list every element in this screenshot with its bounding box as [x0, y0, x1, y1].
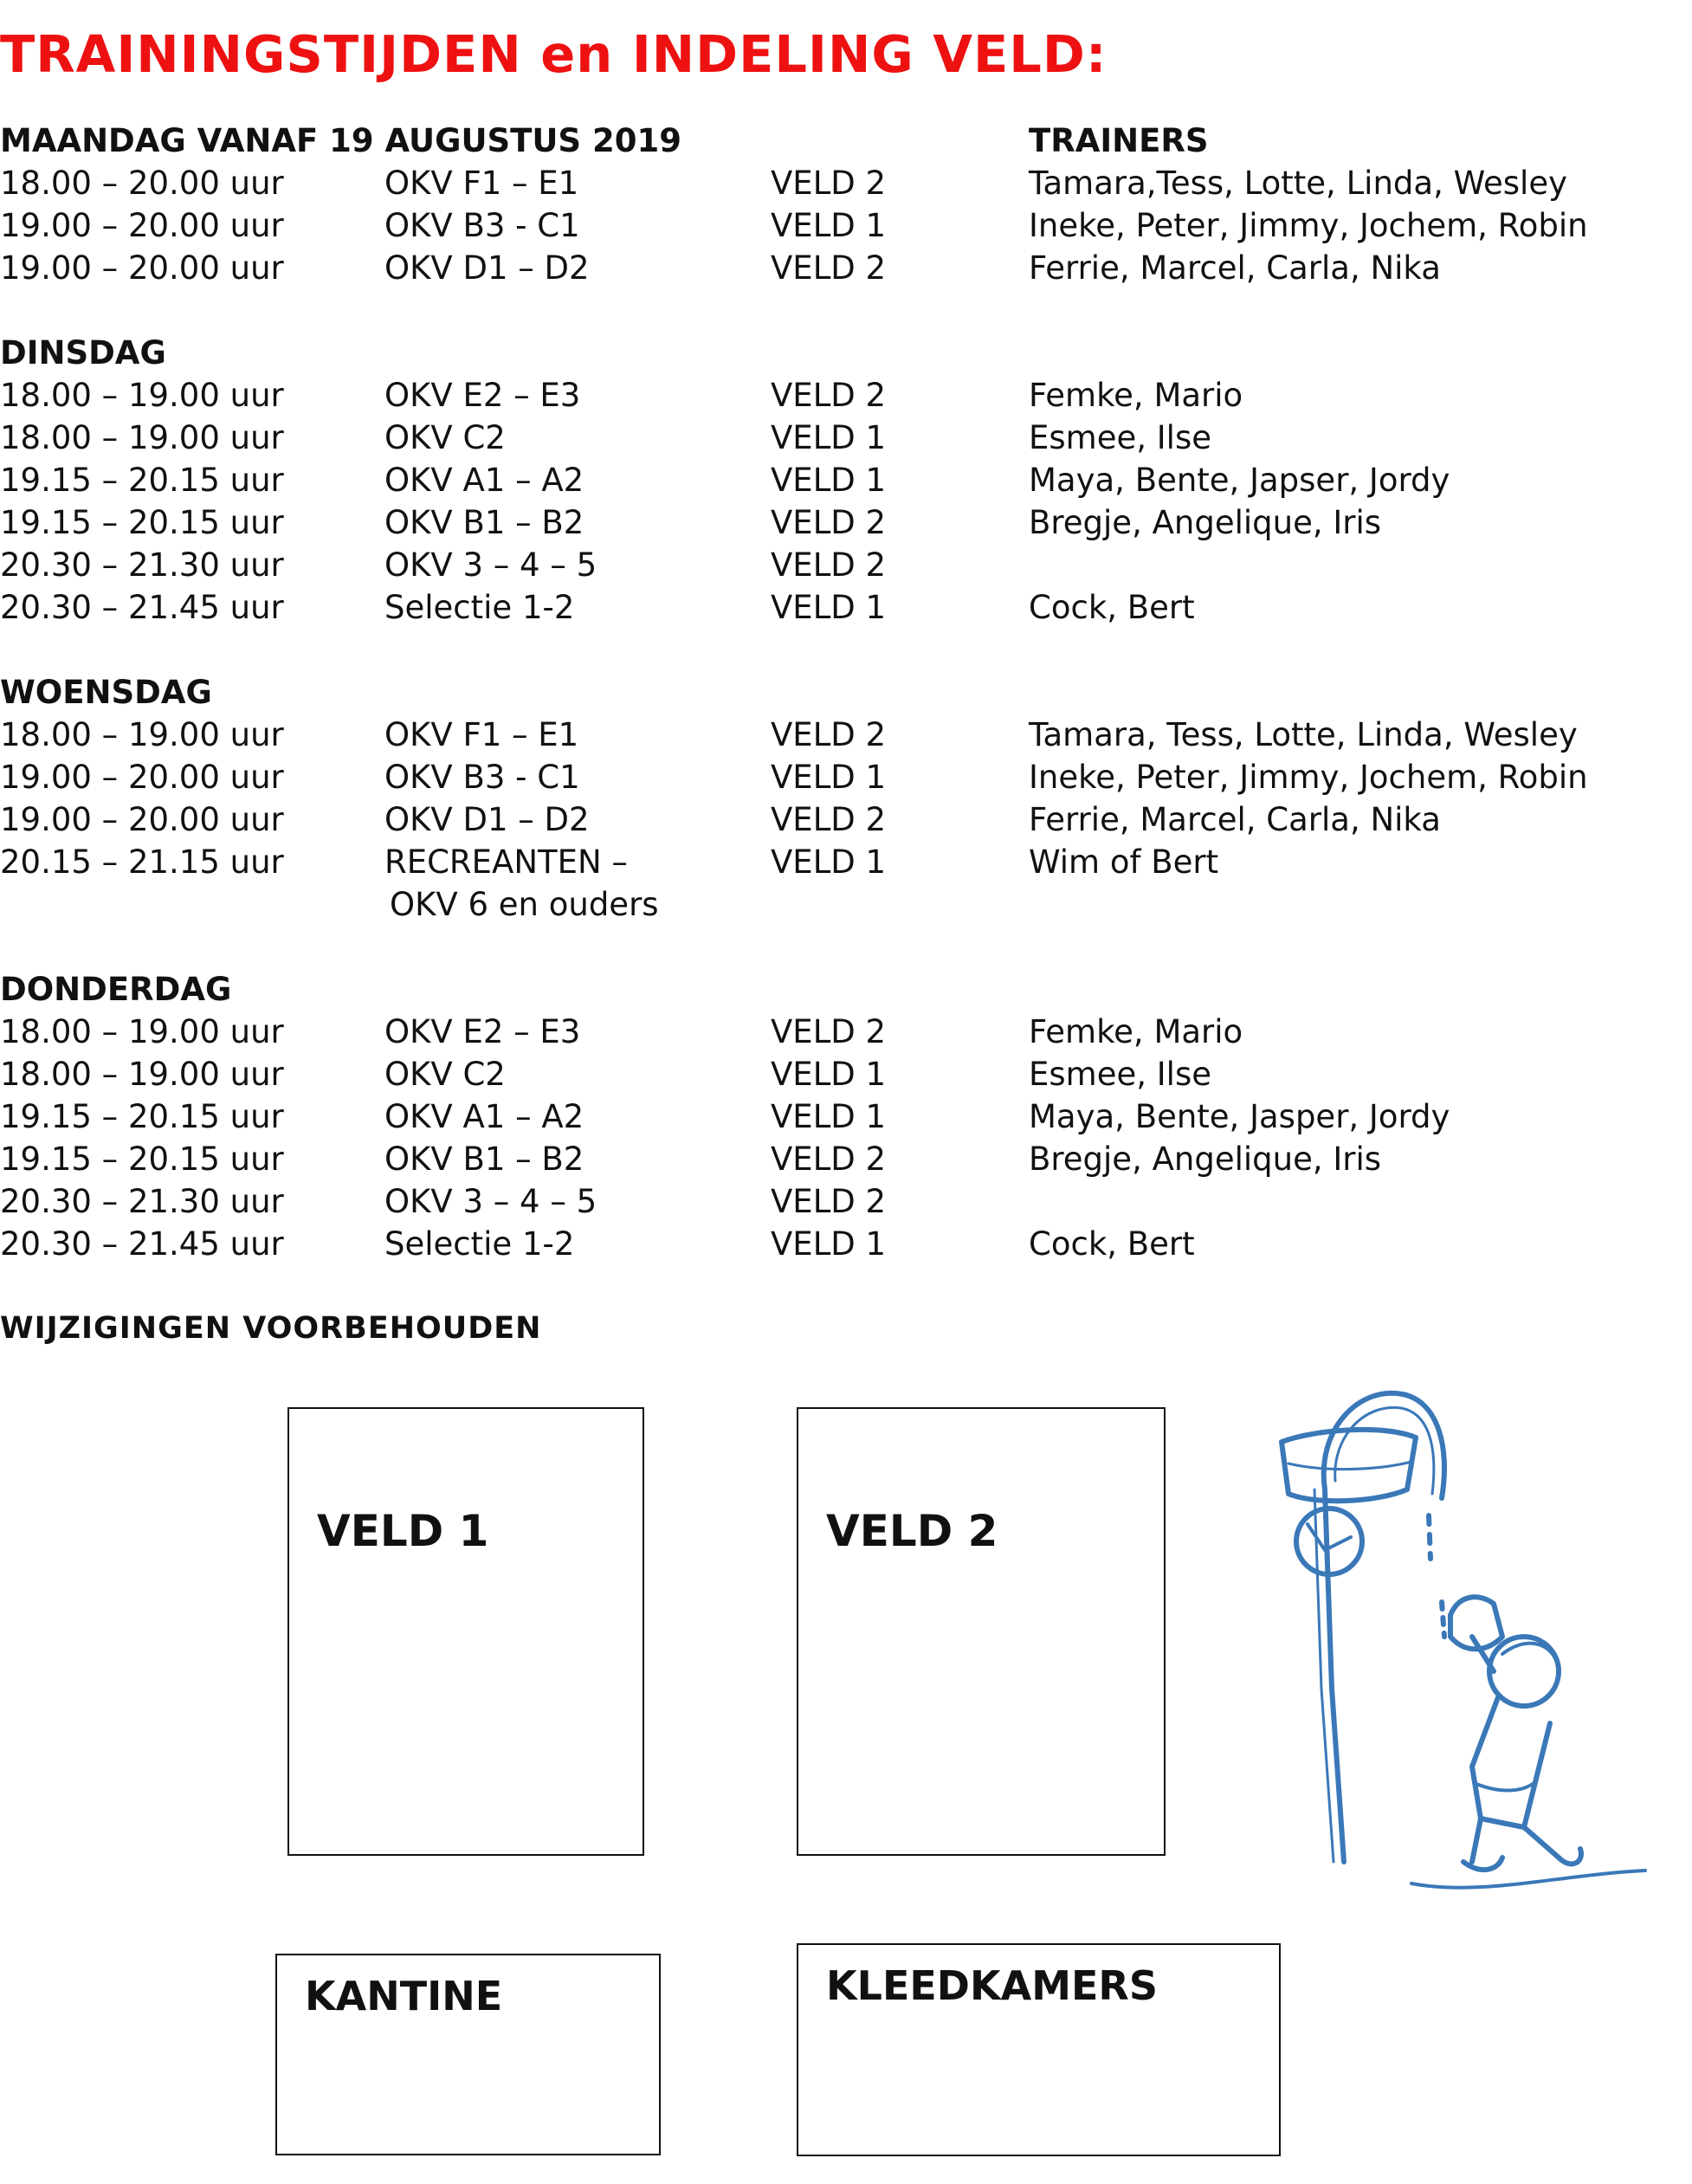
- schedule-row: [0, 162, 1692, 204]
- maandag-header: [0, 120, 1692, 162]
- schedule-row: [0, 586, 1692, 629]
- veld2-box: [797, 1407, 1166, 1856]
- row-veld: VELD 2: [771, 377, 887, 414]
- row-trainers: Femke, Mario: [1029, 1013, 1243, 1050]
- row-veld: VELD 2: [771, 165, 887, 202]
- row-team: OKV B1 – B2: [384, 1140, 584, 1178]
- row-veld: VELD 2: [771, 801, 887, 838]
- schedule-row: [0, 714, 1692, 756]
- row-trainers: Bregje, Angelique, Iris: [1029, 1140, 1382, 1178]
- row-team-continuation: OKV 6 en ouders: [390, 886, 659, 923]
- row-trainers: Ferrie, Marcel, Carla, Nika: [1029, 249, 1441, 287]
- schedule-row: [0, 756, 1692, 798]
- row-time: 19.15 – 20.15 uur: [0, 1098, 284, 1135]
- row-time: 19.00 – 20.00 uur: [0, 249, 284, 287]
- schedule-row: [0, 544, 1692, 586]
- row-team: RECREANTEN –: [384, 843, 628, 881]
- row-time: 20.30 – 21.30 uur: [0, 546, 284, 584]
- row-time: 18.00 – 19.00 uur: [0, 1013, 284, 1050]
- row-trainers: Femke, Mario: [1029, 377, 1243, 414]
- row-trainers: Ineke, Peter, Jimmy, Jochem, Robin: [1029, 759, 1588, 796]
- row-team: OKV E2 – E3: [384, 377, 581, 414]
- day-heading-dinsdag: DINSDAG: [0, 334, 166, 372]
- row-trainers: Esmee, Ilse: [1029, 1056, 1211, 1093]
- schedule-row: [0, 374, 1692, 417]
- row-veld: VELD 2: [771, 249, 887, 287]
- ground-line: [1411, 1871, 1645, 1888]
- row-team: OKV C2: [384, 1056, 506, 1093]
- korfball-player-illustration: [1264, 1377, 1663, 1905]
- row-time: 19.00 – 20.00 uur: [0, 759, 284, 796]
- row-team: Selectie 1-2: [384, 1225, 575, 1263]
- schedule-row: [0, 501, 1692, 544]
- row-veld: VELD 1: [771, 1056, 887, 1093]
- row-trainers: Maya, Bente, Japser, Jordy: [1029, 462, 1450, 499]
- row-time: 19.15 – 20.15 uur: [0, 462, 284, 499]
- row-veld: VELD 1: [771, 759, 887, 796]
- row-time: 18.00 – 19.00 uur: [0, 419, 284, 456]
- veld2-label: VELD 2: [826, 1506, 998, 1556]
- row-veld: VELD 2: [771, 716, 887, 753]
- row-time: 18.00 – 19.00 uur: [0, 1056, 284, 1093]
- kantine-box: [275, 1954, 661, 2155]
- row-trainers: Tamara, Tess, Lotte, Linda, Wesley: [1029, 716, 1578, 753]
- row-team: OKV D1 – D2: [384, 801, 590, 838]
- veld1-label: VELD 1: [317, 1506, 489, 1556]
- row-time: 19.15 – 20.15 uur: [0, 1140, 284, 1178]
- row-team: OKV E2 – E3: [384, 1013, 581, 1050]
- row-veld: VELD 1: [771, 1098, 887, 1135]
- row-time: 18.00 – 20.00 uur: [0, 165, 284, 202]
- player-body: [1472, 1697, 1550, 1827]
- row-trainers: Cock, Bert: [1029, 589, 1195, 626]
- row-time: 20.15 – 21.15 uur: [0, 843, 284, 881]
- row-time: 19.00 – 20.00 uur: [0, 207, 284, 244]
- row-trainers: Maya, Bente, Jasper, Jordy: [1029, 1098, 1450, 1135]
- row-time: 18.00 – 19.00 uur: [0, 716, 284, 753]
- row-veld: VELD 1: [771, 419, 887, 456]
- kleedkamers-label: KLEEDKAMERS: [826, 1962, 1158, 2009]
- kantine-label: KANTINE: [305, 1973, 503, 2019]
- row-team: OKV F1 – E1: [384, 716, 579, 753]
- schedule-row-continuation: [0, 883, 1692, 926]
- schedule-row: [0, 841, 1692, 883]
- schedule-row: [0, 247, 1692, 289]
- row-time: 20.30 – 21.45 uur: [0, 589, 284, 626]
- row-veld: VELD 1: [771, 462, 887, 499]
- row-veld: VELD 2: [771, 546, 887, 584]
- row-team: OKV A1 – A2: [384, 1098, 584, 1135]
- row-veld: VELD 1: [771, 589, 887, 626]
- row-time: 20.30 – 21.30 uur: [0, 1183, 284, 1220]
- row-team: OKV A1 – A2: [384, 462, 584, 499]
- row-veld: VELD 1: [771, 843, 887, 881]
- row-team: OKV C2: [384, 419, 506, 456]
- row-veld: VELD 1: [771, 207, 887, 244]
- row-trainers: Cock, Bert: [1029, 1225, 1195, 1263]
- day-heading-woensdag: WOENSDAG: [0, 674, 212, 711]
- schedule-row: [0, 1053, 1692, 1095]
- page-title: TRAININGSTIJDEN en INDELING VELD:: [0, 24, 1108, 84]
- row-team: OKV B3 - C1: [384, 759, 580, 796]
- row-trainers: Bregje, Angelique, Iris: [1029, 504, 1382, 541]
- row-time: 18.00 – 19.00 uur: [0, 377, 284, 414]
- veld1-box: [287, 1407, 644, 1856]
- row-time: 19.15 – 20.15 uur: [0, 504, 284, 541]
- trainers-heading: TRAINERS: [1029, 122, 1209, 159]
- row-veld: VELD 1: [771, 1225, 887, 1263]
- row-team: OKV 3 – 4 – 5: [384, 1183, 597, 1220]
- day-heading-maandag: MAANDAG VANAF 19 AUGUSTUS 2019: [0, 122, 681, 159]
- row-veld: VELD 2: [771, 1013, 887, 1050]
- row-trainers: Ferrie, Marcel, Carla, Nika: [1029, 801, 1441, 838]
- row-trainers: Ineke, Peter, Jimmy, Jochem, Robin: [1029, 207, 1588, 244]
- kleedkamers-box: [797, 1943, 1281, 2156]
- schedule-row: [0, 1095, 1692, 1138]
- row-veld: VELD 2: [771, 504, 887, 541]
- row-trainers: Wim of Bert: [1029, 843, 1219, 881]
- schedule-row: [0, 1138, 1692, 1180]
- schedule-row: [0, 459, 1692, 501]
- schedule-row: [0, 1180, 1692, 1223]
- row-trainers: Esmee, Ilse: [1029, 419, 1211, 456]
- row-veld: VELD 2: [771, 1183, 887, 1220]
- schedule-row: [0, 204, 1692, 247]
- row-team: OKV F1 – E1: [384, 165, 579, 202]
- row-team: Selectie 1-2: [384, 589, 575, 626]
- row-team: OKV B1 – B2: [384, 504, 584, 541]
- schedule-row: [0, 1223, 1692, 1265]
- row-team: OKV B3 - C1: [384, 207, 580, 244]
- row-time: 20.30 – 21.45 uur: [0, 1225, 284, 1263]
- schedule-row: [0, 798, 1692, 841]
- day-heading-donderdag: DONDERDAG: [0, 971, 232, 1008]
- row-trainers: Tamara,Tess, Lotte, Linda, Wesley: [1029, 165, 1567, 202]
- row-team: OKV D1 – D2: [384, 249, 590, 287]
- row-time: 19.00 – 20.00 uur: [0, 801, 284, 838]
- schedule-row: [0, 1011, 1692, 1053]
- row-veld: VELD 2: [771, 1140, 887, 1178]
- schedule-row: [0, 417, 1692, 459]
- changes-reserved-note: WIJZIGINGEN VOORBEHOUDEN: [0, 1311, 542, 1346]
- row-team: OKV 3 – 4 – 5: [384, 546, 597, 584]
